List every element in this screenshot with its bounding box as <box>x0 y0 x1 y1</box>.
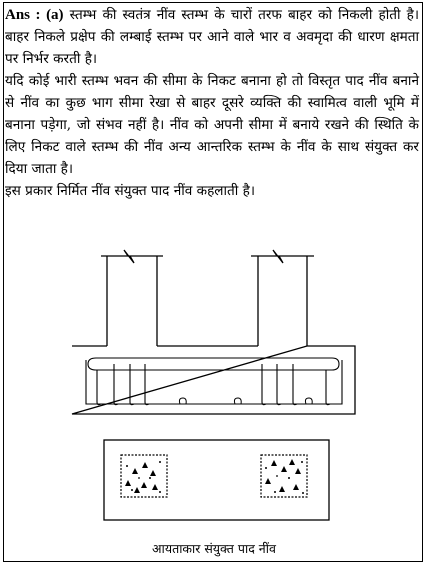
plan-view <box>104 440 329 520</box>
right-column-plan <box>261 455 307 497</box>
paragraph-1-text: स्तम्भ की स्वतंत्र नींव स्तम्भ के चारों तरफ बाहर को निकली होती है। बाहर निकले प्रक्षेप की लम्बाई स्तम्भ पर आने वाले भार व अवमृदा की धारण क्षमता पर निर्भर करती है। <box>5 7 420 67</box>
top-reinforcement-bar <box>88 358 339 370</box>
paragraph-3: इस प्रकार निर्मित नींव संयुक्त पाद नींव कहलाती है। <box>5 183 256 199</box>
bar-hooks <box>179 398 312 404</box>
paragraph-2: यदि कोई भारी स्तम्भ भवन की सीमा के निकट बनाना हो तो विस्तृत पाद नींव बनाने से नींव का कुछ भाग सीमा रेखा से बाहर दूसरे व्यक्ति की स्वामित्व वाली भूमि में बनाना पड़ेगा, जो संभव नहीं है। नींव को अपनी सीमा में बनाये रखने की स्थिति के लिए निकट वाले स्तम्भ की नींव अन्य आन्तरिक स्तम्भ के नींव के साथ संयुक्त कर दिया जाता है। <box>5 73 419 177</box>
left-column-break-line <box>101 250 163 263</box>
answer-label: Ans : (a) <box>5 7 64 23</box>
right-column-break-line <box>251 250 314 263</box>
bottom-reinforcement-bar <box>86 360 342 404</box>
left-column <box>107 256 157 346</box>
left-column-plan <box>121 455 167 497</box>
figure-caption: आयताकार संयुक्त पाद नींव <box>152 541 276 556</box>
section-view <box>72 250 355 414</box>
right-column <box>258 256 307 346</box>
